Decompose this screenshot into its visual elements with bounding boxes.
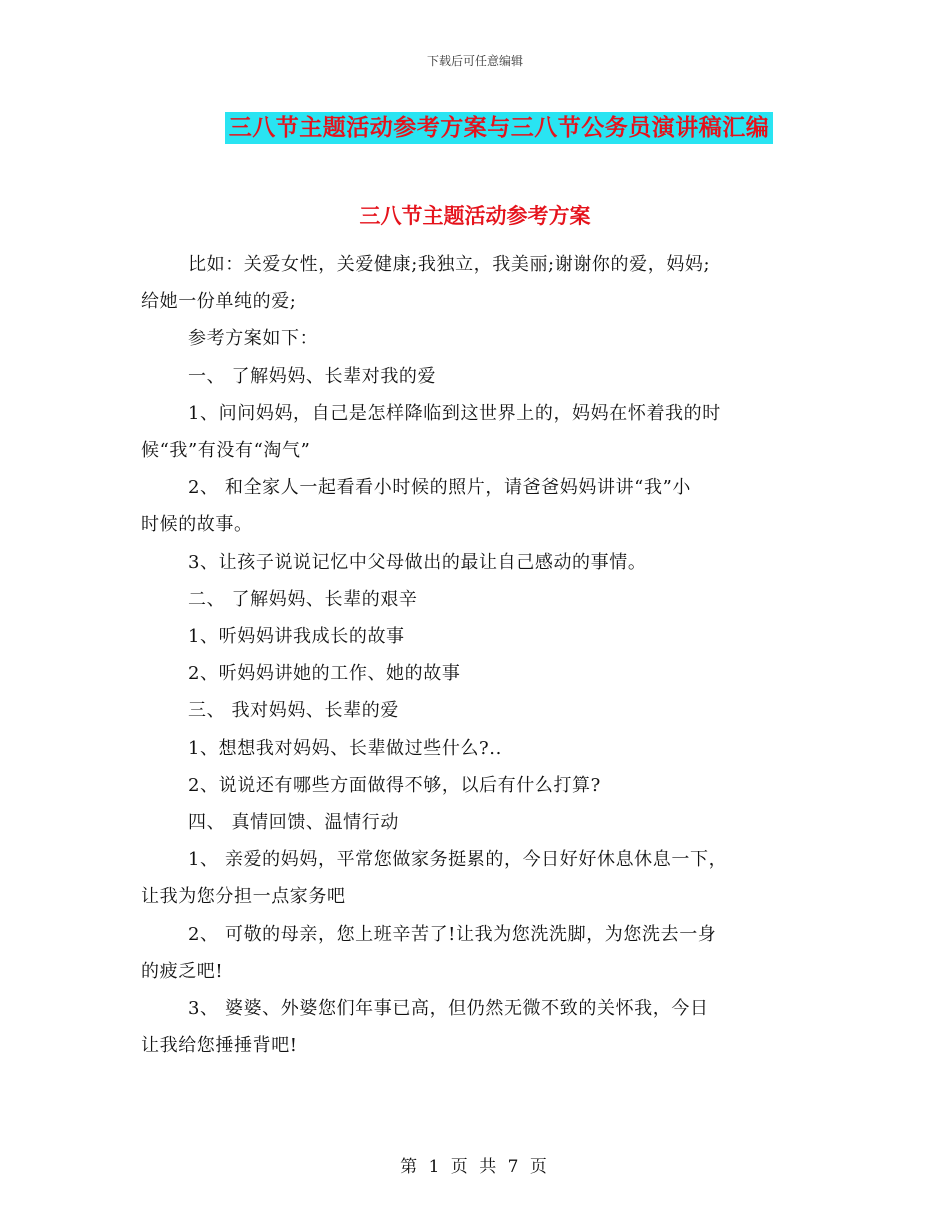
paragraph-line: 1、问问妈妈，自己是怎样降临到这世界上的，妈妈在怀着我的时 <box>188 402 721 424</box>
paragraph-line: 1、听妈妈讲我成长的故事 <box>188 626 405 648</box>
paragraph-line: 2、说说还有哪些方面做得不够，以后有什么打算? <box>188 774 601 796</box>
paragraph-line: 2、 可敬的母亲，您上班辛苦了!让我为您洗洗脚，为您洗去一身 <box>188 923 717 945</box>
paragraph-line: 的疲乏吧! <box>141 960 224 982</box>
paragraph-line: 让我为您分担一点家务吧 <box>141 886 346 908</box>
paragraph-line: 时候的故事。 <box>141 514 253 536</box>
main-title: 三八节主题活动参考方案与三八节公务员演讲稿汇编 <box>225 112 774 144</box>
paragraph-line: 1、想想我对妈妈、长辈做过些什么?.. <box>188 737 502 759</box>
paragraph-line: 2、 和全家人一起看看小时候的照片，请爸爸妈妈讲讲“我”小 <box>188 477 691 499</box>
heading-line: 一、 了解妈妈、长辈对我的爱 <box>188 365 437 387</box>
paragraph-line: 1、 亲爱的妈妈，平常您做家务挺累的，今日好好休息休息一下， <box>188 849 728 871</box>
heading-line: 四、 真情回馈、温情行动 <box>188 812 399 834</box>
document-body <box>141 246 809 1064</box>
section-title: 三八节主题活动参考方案 <box>359 204 591 228</box>
paragraph-line: 候“我”有没有“淘气” <box>141 440 311 462</box>
header-note: 下载后可任意编辑 <box>426 54 523 68</box>
paragraph-line: 比如：关爱女性，关爱健康;我独立，我美丽;谢谢你的爱，妈妈; <box>188 254 711 275</box>
paragraph-line: 让我给您捶捶背吧! <box>141 1035 298 1057</box>
paragraph-line: 参考方案如下： <box>188 328 319 350</box>
heading-line: 二、 了解妈妈、长辈的艰辛 <box>188 588 418 610</box>
heading-line: 三、 我对妈妈、长辈的爱 <box>188 700 399 722</box>
paragraph-line: 2、听妈妈讲她的工作、她的故事 <box>188 663 461 685</box>
paragraph-line: 3、让孩子说说记忆中父母做出的最让自己感动的事情。 <box>188 551 647 573</box>
paragraph-line: 3、 婆婆、外婆您们年事已高，但仍然无微不致的关怀我，今日 <box>188 998 709 1020</box>
paragraph-line: 给她一份单纯的爱; <box>141 291 297 313</box>
main-title-container <box>0 112 950 144</box>
page-footer: 第 1 页 共 7 页 <box>400 1157 550 1177</box>
